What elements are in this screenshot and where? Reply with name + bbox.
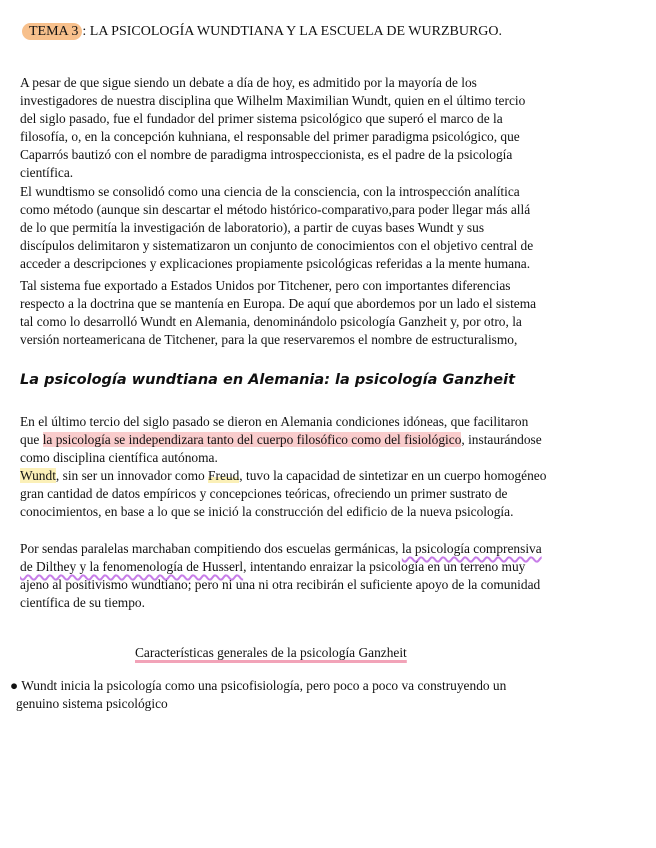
section-line: En el último tercio del siglo pasado se dieron en Alemania condiciones idóneas, que facilitaron xyxy=(20,414,529,429)
section-line: Wundt, sin ser un innovador como Freud, tuvo la capacidad de sintetizar en un cuerpo homogéneo xyxy=(20,468,547,483)
intro-line: filosofía, o, en la concepción kuhniana, el responsable del primer paradigma psicológico, que xyxy=(20,129,520,144)
intro-line: A pesar de que sigue siendo un debate a día de hoy, es admitido por la mayoría de los xyxy=(20,75,477,90)
intro-line: versión norteamericana de Titchener, para la que reservaremos el nombre de estructuralismo, xyxy=(20,332,518,347)
intro-line: acceder a descripciones y explicaciones propiamente psicológicas referidas a la mente humana. xyxy=(20,256,531,271)
section-heading: La psicología wundtiana en Alemania: la psicología Ganzheit xyxy=(20,372,515,388)
intro-line: tal como lo desarrolló Wundt en Alemania, denominándolo psicología Ganzheit y, por otro, la xyxy=(20,314,522,329)
pink-highlight: la psicología se independizara tanto del cuerpo filosófico como del fisiológico xyxy=(42,432,462,447)
intro-line: investigadores de nuestra disciplina que Wilhelm Maximilian Wundt, quien en el último tercio xyxy=(20,93,526,108)
intro-line: discípulos delimitaron y sistematizaron un conjunto de conocimientos con el objetivo central de xyxy=(20,238,534,253)
section-line: como disciplina científica autónoma. xyxy=(20,450,218,465)
intro-line: Caparrós bautizó con el nombre de paradigma introspeccionista, es el padre de la psicología xyxy=(20,147,513,162)
intro-line: del siglo pasado, fue el fundador del primer sistema psicológico que superó el marco de la xyxy=(20,111,503,126)
title-text: LA PSICOLOGÍA WUNDTIANA Y LA ESCUELA DE WURZBURGO. xyxy=(86,24,503,39)
section-line: gran cantidad de datos empíricos y concepciones teóricas, ofreciendo un primer sustrato de xyxy=(20,486,508,501)
intro-line: respecto a la doctrina que se mantenía en Europa. De aquí que abordemos por un lado el sistema xyxy=(20,296,537,311)
bullet-item xyxy=(10,677,506,713)
tema-badge: TEMA 3 xyxy=(22,23,82,40)
section-line: científica de su tiempo. xyxy=(20,595,145,610)
wundt-highlight: Wundt xyxy=(20,468,56,483)
bullet-line: genuino sistema psicológico xyxy=(16,696,168,711)
section-line: conocimientos, en base a lo que se inició la construcción del edificio de la nueva psicología. xyxy=(20,504,514,519)
section-line: de Dilthey y la fenomenología de Husserl, intentando enraizar la psicología en un terreno muy xyxy=(20,559,526,574)
page-title xyxy=(22,24,502,40)
subheading: Características generales de la psicología Ganzheit xyxy=(135,645,407,660)
section-line: Por sendas paralelas marchaban compitiendo dos escuelas germánicas, la psicología comprensiva xyxy=(20,541,542,556)
intro-line: de lo que permitía la investigación de laboratorio), a partir de cuyas bases Wundt y sus xyxy=(20,220,485,235)
intro-line: como método (aunque sin descartar el método histórico-comparativo,para poder llegar más allá xyxy=(20,202,531,217)
section-line: que la psicología se independizara tanto del cuerpo filosófico como del fisiológico, instaurándose xyxy=(20,432,542,447)
bullet-line: ● Wundt inicia la psicología como una psicofisiología, pero poco a poco va construyendo un xyxy=(10,678,507,693)
wavy-underline-text: de Dilthey y la fenomenología de Husserl xyxy=(20,559,244,574)
intro-line: El wundtismo se consolidó como una ciencia de la consciencia, con la introspección analítica xyxy=(20,184,520,199)
section-line: ajeno al positivismo wundtiano; pero ni una ni otra recibirán el suficiente apoyo de la comunidad xyxy=(20,577,541,592)
bullet-dot-icon: ● xyxy=(10,678,19,693)
wavy-underline-text: la psicología comprensiva xyxy=(401,541,542,556)
intro-line: Tal sistema fue exportado a Estados Unidos por Titchener, pero con importantes diferencias xyxy=(20,278,511,293)
intro-line: científica. xyxy=(20,165,74,180)
freud-highlight: Freud xyxy=(208,468,240,483)
title-separator: : xyxy=(82,24,87,39)
